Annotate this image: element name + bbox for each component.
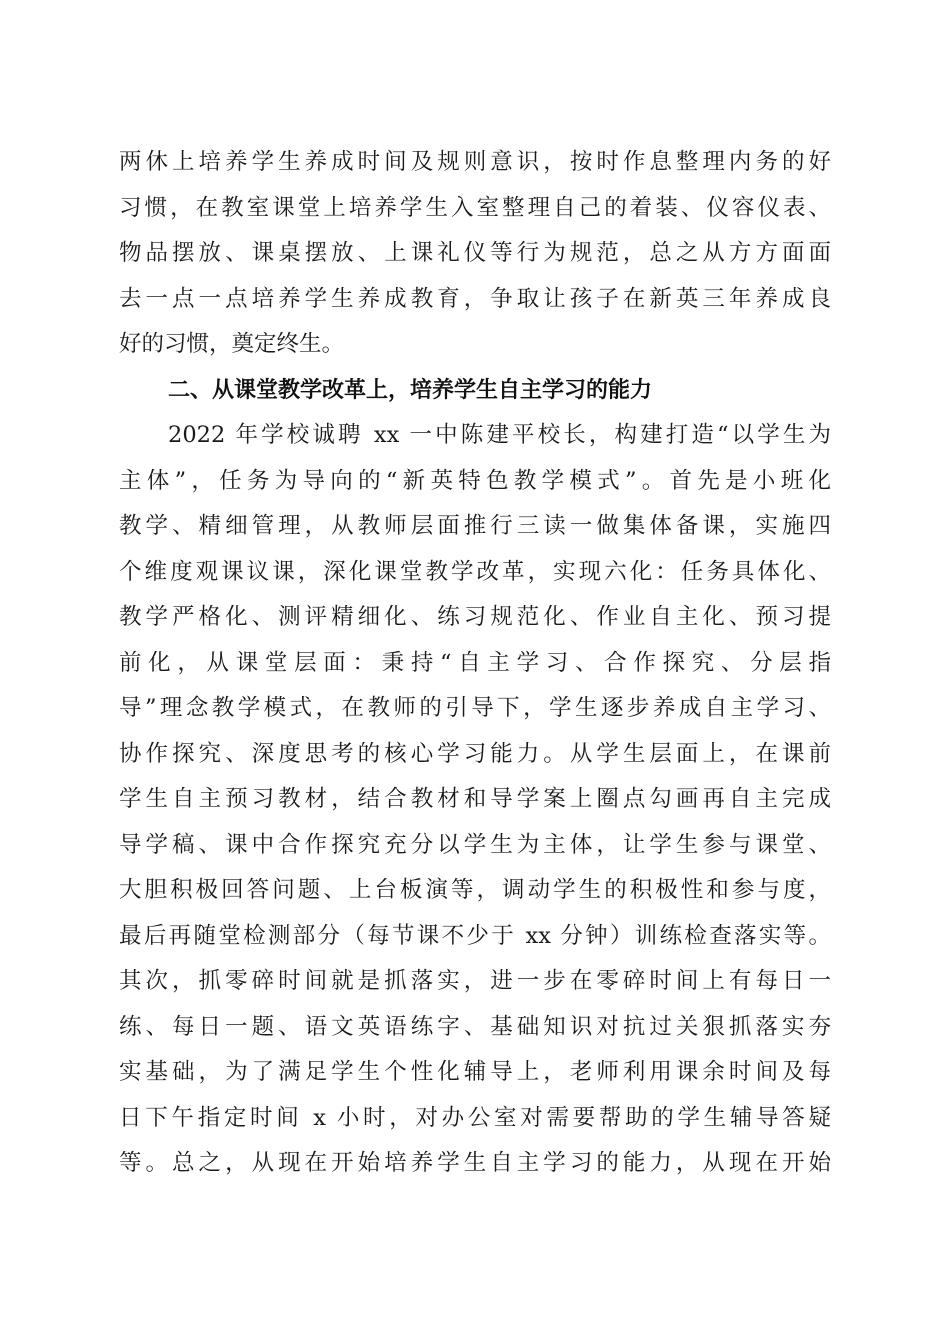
text-line: 物品摆放、课桌摆放、上课礼仪等行为规范，总之从方方面面 [119,240,831,266]
text-line: 导”理念教学模式，在教师的引导下，学生逐步养成自主学习、 [119,695,831,721]
text-line: 个维度观课议课，深化课堂教学改革，实现六化：任务具体化、 [119,558,831,585]
text-line: 学生自主预习教材，结合教材和导学案上圈点勾画再自主完成 [119,786,831,812]
text-line: 教学严格化、测评精细化、练习规范化、作业自主化、预习提 [119,604,831,630]
text-line: 去一点一点培养学生养成教育，争取让孩子在新英三年养成良 [119,285,831,312]
text-line: 练、每日一题、语文英语练字、基础知识对抗过关狠抓落实夯 [119,1013,831,1040]
text-line: 大胆积极回答问题、上台板演等，调动学生的积极性和参与度， [119,877,831,903]
text-line: 前化，从课堂层面：秉持“自主学习、合作探究、分层指 [119,649,831,676]
text-line: 等。总之，从现在开始培养学生自主学习的能力，从现在开始 [119,1150,831,1176]
text-line: 最后再随堂检测部分（每节课不少于 xx 分钟）训练检查落实等。 [119,922,831,949]
text-line: 主体”，任务为导向的“新英特色教学模式”。首先是小班化 [119,467,831,494]
text-line: 导学稿、课中合作探究充分以学生为主体，让学生参与课堂、 [119,831,831,858]
text-line: 其次，抓零碎时间就是抓落实，进一步在零碎时间上有每日一 [119,968,831,994]
section-heading: 二、从课堂教学改革上，培养学生自主学习的能力 [168,377,653,403]
text-line: 实基础，为了满足学生个性化辅导上，老师利用课余时间及每 [119,1059,831,1085]
text-line: 日下午指定时间 x 小时，对办公室对需要帮助的学生辅导答疑 [119,1104,831,1131]
text-line: 教学、精细管理，从教师层面推行三读一做集体备课，实施四 [119,513,831,539]
text-line: 两休上培养学生养成时间及规则意识，按时作息整理内务的好 [119,149,831,175]
text-line: 2022 年学校诚聘 xx 一中陈建平校长，构建打造“以学生为 [168,422,831,448]
paragraph-1 [119,140,831,368]
text-line: 习惯，在教室课堂上培养学生入室整理自己的着装、仪容仪表、 [119,194,831,221]
text-line: 协作探究、深度思考的核心学习能力。从学生层面上，在课前 [119,740,831,767]
text-line: 好的习惯，奠定终生。 [119,331,345,357]
body-text [119,140,831,1187]
paragraph-2 [119,413,831,1187]
